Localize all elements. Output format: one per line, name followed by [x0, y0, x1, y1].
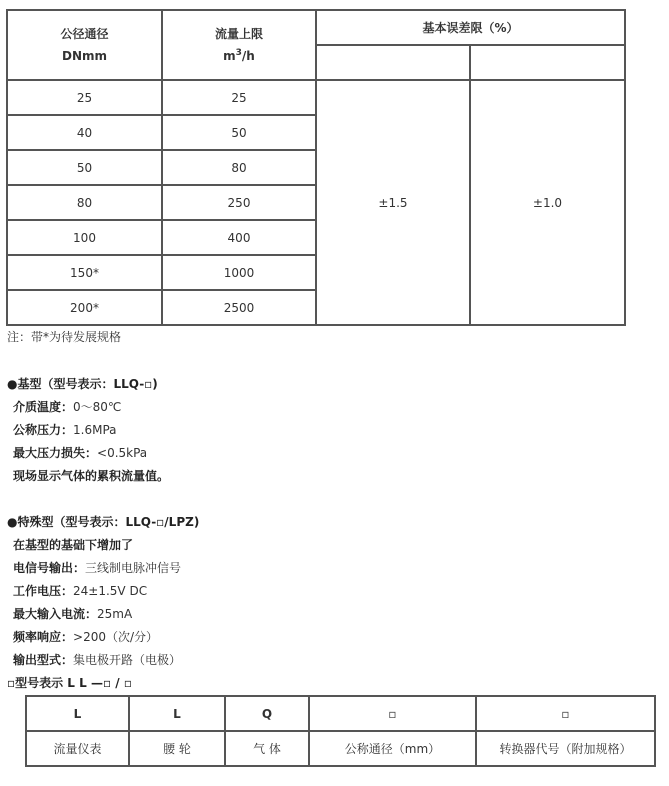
- model-table: [25, 695, 656, 767]
- temp-value: 0～80℃: [73, 400, 122, 414]
- model-code: L: [26, 696, 129, 731]
- model-meaning: 腰 轮: [129, 731, 225, 766]
- cell-error-a: ±1.5: [316, 80, 470, 325]
- cell-flow: 1000: [162, 255, 316, 290]
- output-label: 输出型式：: [13, 653, 74, 667]
- output-value: 集电极开路（电极）: [73, 653, 182, 667]
- voltage-value: 24±1.5V DC: [73, 584, 148, 598]
- basic-temp: [13, 398, 121, 416]
- loss-value: <0.5kPa: [97, 446, 148, 460]
- special-current: [13, 605, 132, 623]
- spec-table: [6, 9, 626, 326]
- cell-dn: 40: [7, 115, 162, 150]
- header-flow-unit: [163, 45, 315, 67]
- header-dn-line1: 公径通径: [60, 27, 109, 41]
- header-error: 基本误差限（%）: [316, 10, 625, 45]
- cell-flow: 80: [162, 150, 316, 185]
- flow-unit-sup: 3: [235, 48, 242, 58]
- current-label: 最大输入电流：: [13, 607, 98, 621]
- header-flow: [162, 10, 316, 80]
- freq-label: 频率响应：: [13, 630, 74, 644]
- header-dn-line2: DNmm: [61, 49, 107, 63]
- cell-flow: 50: [162, 115, 316, 150]
- header-dn: [7, 10, 162, 80]
- special-freq: [13, 628, 158, 646]
- freq-value: >200（次/分）: [73, 630, 159, 644]
- model-meaning: 流量仪表: [26, 731, 129, 766]
- cell-dn: 150*: [7, 255, 162, 290]
- flow-unit-tail: /h: [241, 49, 255, 63]
- signal-value: 三线制电脉冲信号: [85, 561, 182, 575]
- cell-flow: 400: [162, 220, 316, 255]
- model-meaning: 转换器代号（附加规格）: [476, 731, 655, 766]
- current-value: 25mA: [97, 607, 133, 621]
- loss-label: 最大压力损失：: [13, 446, 98, 460]
- cell-flow: 25: [162, 80, 316, 115]
- basic-loss: [13, 444, 147, 462]
- cell-dn: 100: [7, 220, 162, 255]
- model-code: ▫: [309, 696, 476, 731]
- model-meaning: 公称通径（mm）: [309, 731, 476, 766]
- cell-dn: 25: [7, 80, 162, 115]
- model-heading: ▫型号表示 L L —▫ / ▫: [7, 676, 132, 690]
- model-code: ▫: [476, 696, 655, 731]
- header-error-sub-a: [316, 45, 470, 80]
- pressure-value: 1.6MPa: [73, 423, 117, 437]
- special-voltage: [13, 582, 147, 600]
- model-code: Q: [225, 696, 309, 731]
- basic-heading: ●基型（型号表示：LLQ-▫): [7, 377, 158, 391]
- footnote: 注：带*为待发展规格: [7, 330, 122, 344]
- special-output: [13, 651, 181, 669]
- model-meaning: 气 体: [225, 731, 309, 766]
- basic-display-text: 现场显示气体的累积流量值。: [13, 469, 170, 483]
- cell-dn: 200*: [7, 290, 162, 325]
- cell-dn: 80: [7, 185, 162, 220]
- temp-label: 介质温度：: [13, 400, 74, 414]
- flow-unit-base: m: [223, 49, 236, 63]
- voltage-label: 工作电压：: [13, 584, 74, 598]
- model-code: L: [129, 696, 225, 731]
- cell-dn: 50: [7, 150, 162, 185]
- special-signal: [13, 559, 181, 577]
- cell-flow: 2500: [162, 290, 316, 325]
- header-flow-line1: 流量上限: [214, 27, 263, 41]
- special-heading: ●特殊型（型号表示：LLQ-▫/LPZ): [7, 515, 200, 529]
- cell-error-b: ±1.0: [470, 80, 625, 325]
- header-error-sub-b: [470, 45, 625, 80]
- cell-flow: 250: [162, 185, 316, 220]
- special-added-text: 在基型的基础下增加了: [13, 538, 134, 552]
- pressure-label: 公称压力：: [13, 423, 74, 437]
- basic-pressure: [13, 421, 117, 439]
- signal-label: 电信号输出：: [13, 561, 86, 575]
